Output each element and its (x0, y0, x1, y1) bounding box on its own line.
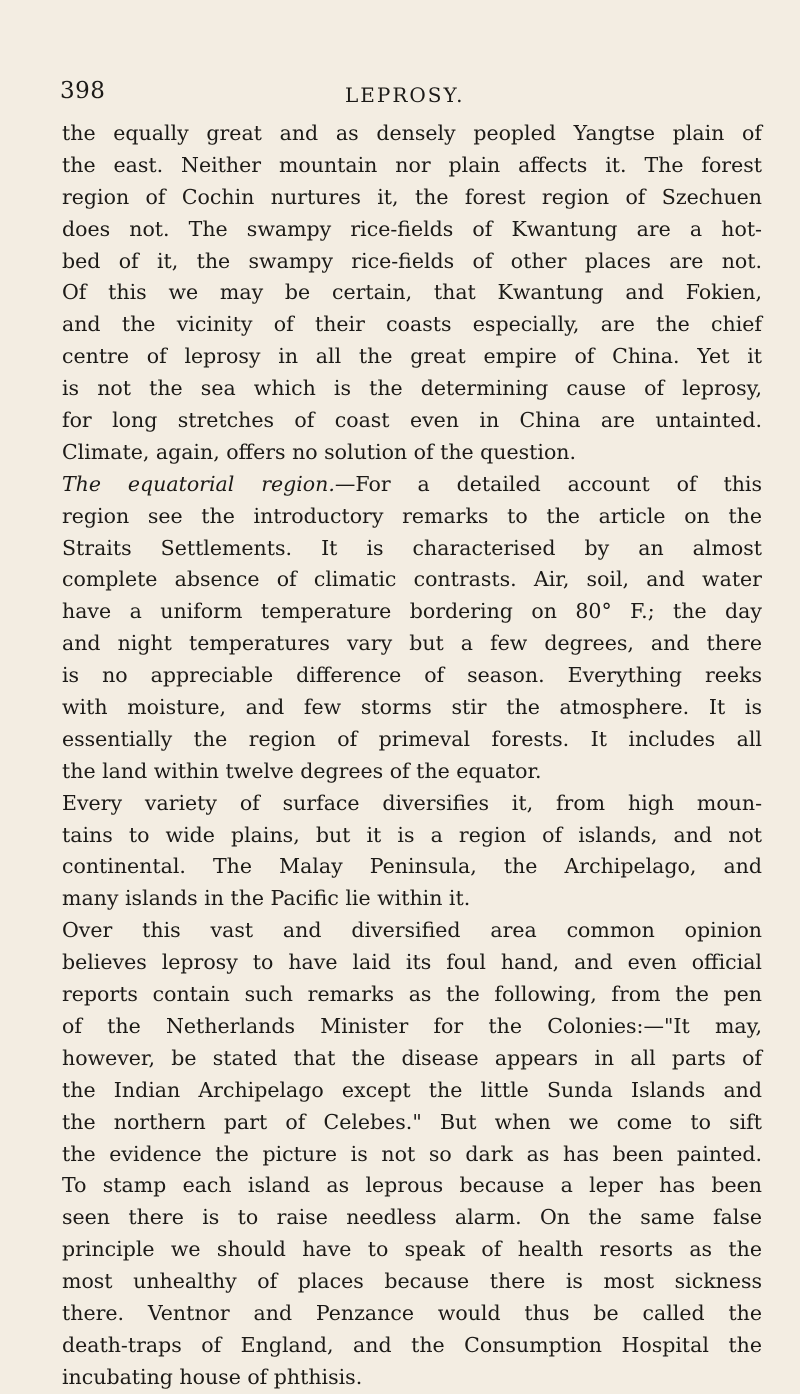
text-line: complete absence of climatic contrasts. Air, soil, and water (62, 567, 762, 592)
text-line: Of this we may be certain, that Kwantung and Fokien, (62, 280, 762, 305)
running-head (0, 78, 800, 112)
text-line: Climate, again, offers no solution of the question. (62, 439, 577, 464)
text-line: is not the sea which is the determining cause of leprosy, (62, 376, 762, 401)
text-line: however, be stated that the disease appears in all parts of (62, 1045, 762, 1070)
text-line: incubating house of phthisis. (62, 1364, 363, 1389)
text-line: the land within twelve degrees of the equator. (62, 758, 542, 783)
text-line: bed of it, the swampy rice-fields of other places are not. (62, 248, 762, 273)
text-line: believes leprosy to have laid its foul hand, and even official (62, 950, 762, 975)
text-line: the evidence the picture is not so dark as has been painted. (62, 1141, 762, 1166)
text-line: Over this vast and diversified area common opinion (62, 918, 762, 943)
body-text (62, 118, 762, 1394)
text-line: there. Ventnor and Penzance would thus be called the (62, 1300, 762, 1325)
text-line: does not. The swampy rice-fields of Kwantung are a hot- (62, 216, 762, 241)
section-heading-line (62, 469, 762, 501)
text-line: the Indian Archipelago except the little Sunda Islands and (62, 1077, 762, 1102)
text-line: continental. The Malay Peninsula, the Archipelago, and (62, 854, 762, 879)
text-line: tains to wide plains, but it is a region of islands, and not (62, 822, 762, 847)
section-heading-continuation: —For a detailed account of this (334, 471, 763, 496)
text-line: and the vicinity of their coasts especially, are the chief (62, 312, 762, 337)
text-line: have a uniform temperature bordering on 80° F.; the day (62, 599, 762, 624)
text-line: To stamp each island as leprous because a leper has been (62, 1173, 762, 1198)
text-line: the east. Neither mountain nor plain affects it. The forest (62, 152, 762, 177)
text-line: and night temperatures vary but a few degrees, and there (62, 631, 762, 656)
text-line: for long stretches of coast even in China are untainted. (62, 408, 762, 433)
section-heading: The equatorial region. (62, 471, 335, 496)
text-line: most unhealthy of places because there is most sickness (62, 1269, 762, 1294)
text-line: many islands in the Pacific lie within it. (62, 886, 471, 911)
text-line: reports contain such remarks as the following, from the pen (62, 982, 762, 1007)
running-title: LEPROSY. (345, 83, 465, 107)
text-line: principle we should have to speak of health resorts as the (62, 1237, 762, 1262)
text-line: Every variety of surface diversifies it, from high moun- (62, 790, 762, 815)
text-line: the equally great and as densely peopled Yangtse plain of (62, 121, 762, 145)
text-line: essentially the region of primeval forests. It includes all (62, 726, 762, 751)
text-line: region see the introductory remarks to the article on the (62, 503, 762, 528)
text-line: Straits Settlements. It is characterised by an almost (62, 535, 762, 560)
text-line: centre of leprosy in all the great empire of China. Yet it (62, 344, 762, 369)
text-line: region of Cochin nurtures it, the forest region of Szechuen (62, 184, 762, 209)
text-line: is no appreciable difference of season. Everything reeks (62, 663, 762, 688)
text-line: the northern part of Celebes." But when we come to sift (62, 1109, 762, 1134)
page-number: 398 (60, 78, 106, 104)
text-line: of the Netherlands Minister for the Colonies:—"It may, (62, 1013, 762, 1038)
text-line: with moisture, and few storms stir the atmosphere. It is (62, 695, 762, 720)
text-line: death-traps of England, and the Consumption Hospital the (62, 1332, 762, 1357)
text-line: seen there is to raise needless alarm. On the same false (62, 1205, 762, 1230)
